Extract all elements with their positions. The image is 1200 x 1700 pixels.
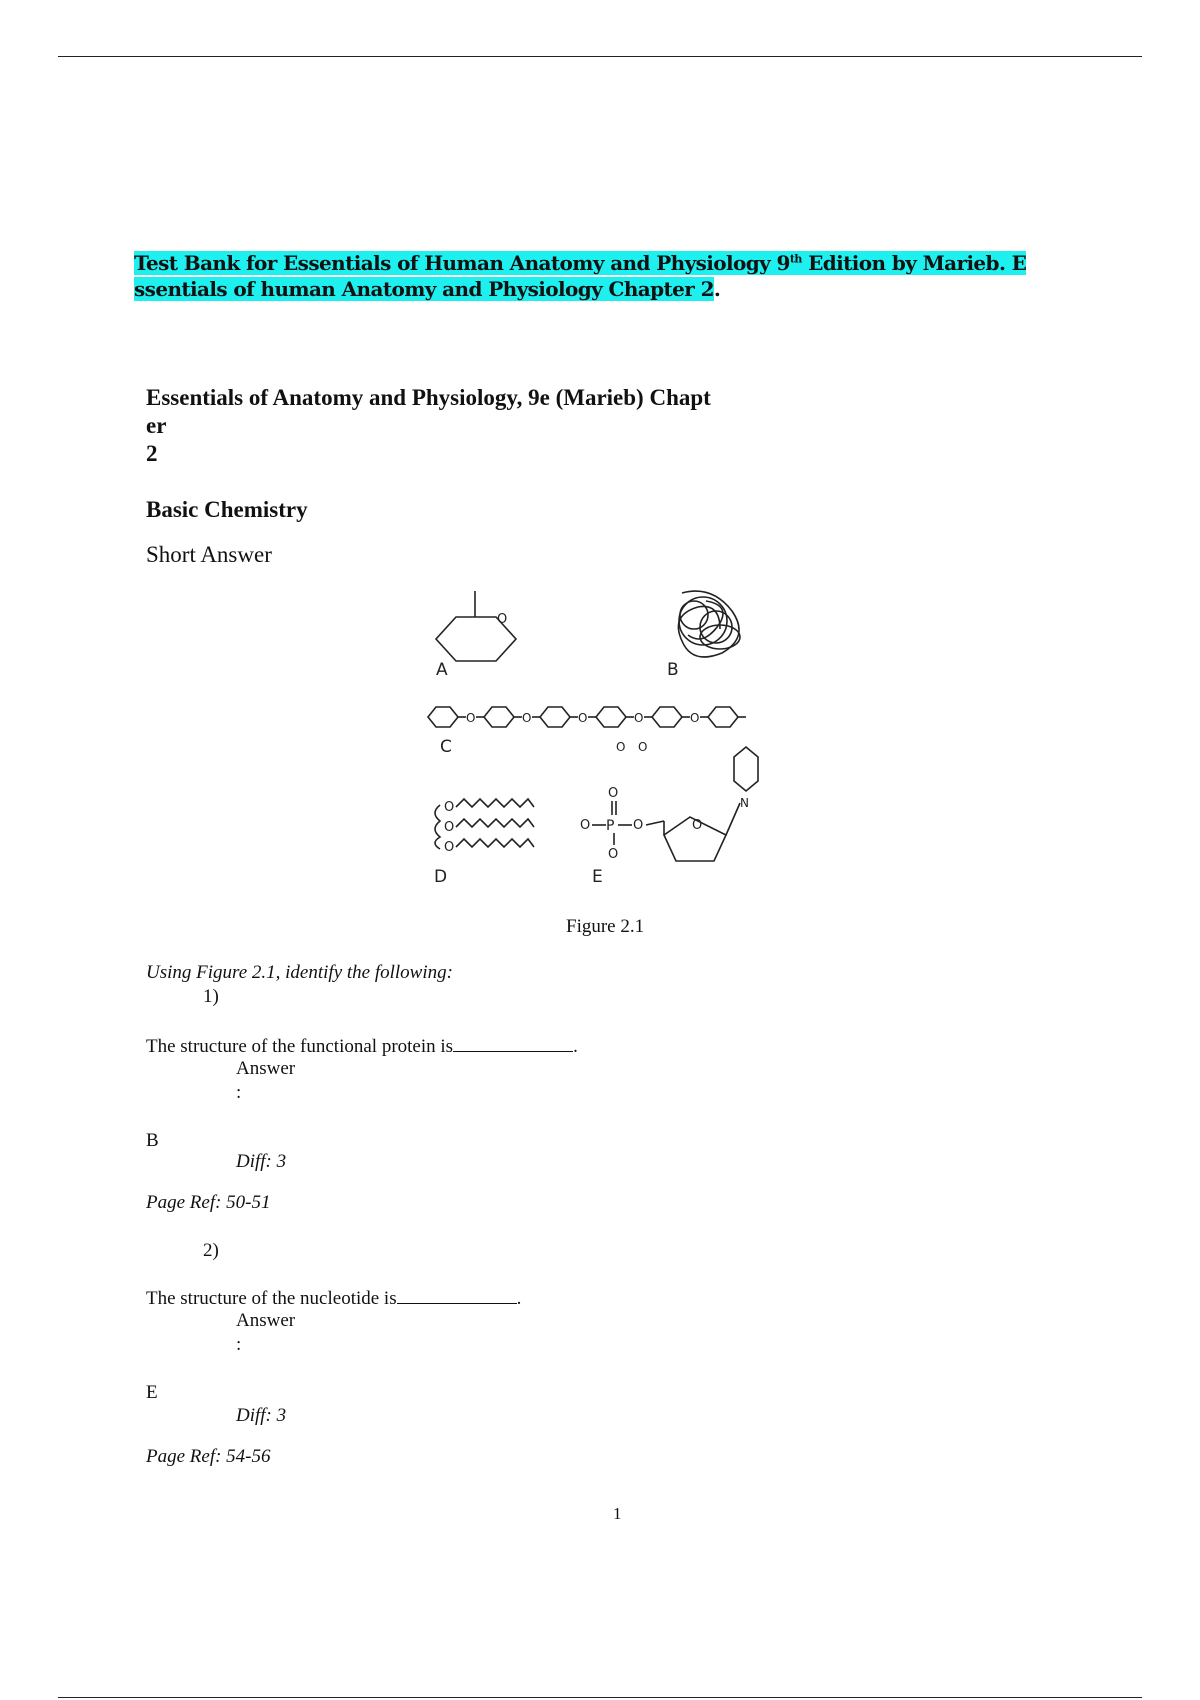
- svg-text:O: O: [522, 711, 532, 725]
- chapter-title-line2: er: [146, 413, 167, 438]
- question-2-answer-label: Answer: [236, 1310, 296, 1331]
- svg-text:O: O: [580, 818, 591, 833]
- svg-text:O: O: [634, 711, 644, 725]
- question-2-page-ref: Page Ref: 54-56: [146, 1446, 271, 1467]
- question-2-answer-colon: :: [236, 1334, 242, 1355]
- svg-text:O: O: [444, 820, 455, 835]
- chapter-title-line3: 2: [146, 441, 158, 466]
- banner-line1-end: Edition by Marieb. E: [801, 251, 1027, 275]
- question-1-answer-colon: :: [236, 1082, 242, 1103]
- structure-d-triglyceride: [435, 799, 534, 855]
- svg-text:O: O: [692, 818, 703, 833]
- svg-text:O: O: [608, 786, 619, 801]
- structure-c-polysaccharide: [428, 707, 746, 754]
- banner-line2: ssentials of human Anatomy and Physiology Chapter 2: [134, 277, 714, 301]
- label-a: A: [436, 660, 448, 680]
- question-2-answer-value: E: [146, 1382, 158, 1403]
- question-1-number: 1): [203, 986, 219, 1007]
- structure-b-protein: [678, 591, 740, 657]
- svg-text:O: O: [633, 818, 644, 833]
- label-e: E: [592, 867, 603, 887]
- structure-e-nucleotide: [580, 747, 758, 862]
- structure-a-monosaccharide: [436, 591, 516, 661]
- question-1-stem: The structure of the functional protein is .: [146, 1033, 578, 1058]
- subsection-title: Short Answer: [146, 542, 272, 567]
- svg-text:O: O: [578, 711, 588, 725]
- svg-text:O: O: [638, 740, 648, 754]
- question-1-page-ref: Page Ref: 50-51: [146, 1192, 271, 1213]
- chapter-title: [146, 384, 906, 468]
- svg-text:O: O: [497, 612, 508, 627]
- banner-superscript: th: [789, 252, 802, 266]
- svg-text:O: O: [444, 800, 455, 815]
- banner-period: .: [713, 277, 721, 301]
- chapter-title-line1: Essentials of Anatomy and Physiology, 9e (Marieb) Chapt: [146, 385, 711, 410]
- svg-text:O: O: [616, 740, 626, 754]
- question-2-stem: The structure of the nucleotide is .: [146, 1285, 521, 1310]
- svg-text:O: O: [690, 711, 700, 725]
- page-number: 1: [613, 1504, 622, 1523]
- bottom-rule: [58, 1697, 1142, 1698]
- question-2-number: 2): [203, 1240, 219, 1261]
- label-d: D: [434, 867, 448, 887]
- top-rule: [58, 56, 1142, 57]
- label-c: C: [440, 737, 452, 757]
- figure-2-1: [420, 585, 820, 895]
- svg-text:N: N: [740, 796, 749, 810]
- question-1-answer-value: B: [146, 1130, 159, 1151]
- label-b: B: [667, 660, 679, 680]
- figure-caption: Figure 2.1: [566, 916, 645, 937]
- answer-blank: [397, 1285, 517, 1304]
- banner-line1: Test Bank for Essentials of Human Anatomy and Physiology 9: [134, 251, 790, 275]
- test-bank-banner[interactable]: [134, 250, 1074, 302]
- section-title: Basic Chemistry: [146, 497, 308, 522]
- answer-blank: [453, 1033, 573, 1052]
- svg-text:O: O: [444, 840, 455, 855]
- instruction-text: Using Figure 2.1, identify the following:: [146, 962, 453, 983]
- question-2-diff: Diff: 3: [236, 1405, 287, 1426]
- svg-text:P: P: [606, 818, 615, 834]
- svg-text:O: O: [466, 711, 476, 725]
- question-1-diff: Diff: 3: [236, 1151, 287, 1172]
- svg-text:O: O: [608, 847, 619, 862]
- question-1-answer-label: Answer: [236, 1058, 296, 1079]
